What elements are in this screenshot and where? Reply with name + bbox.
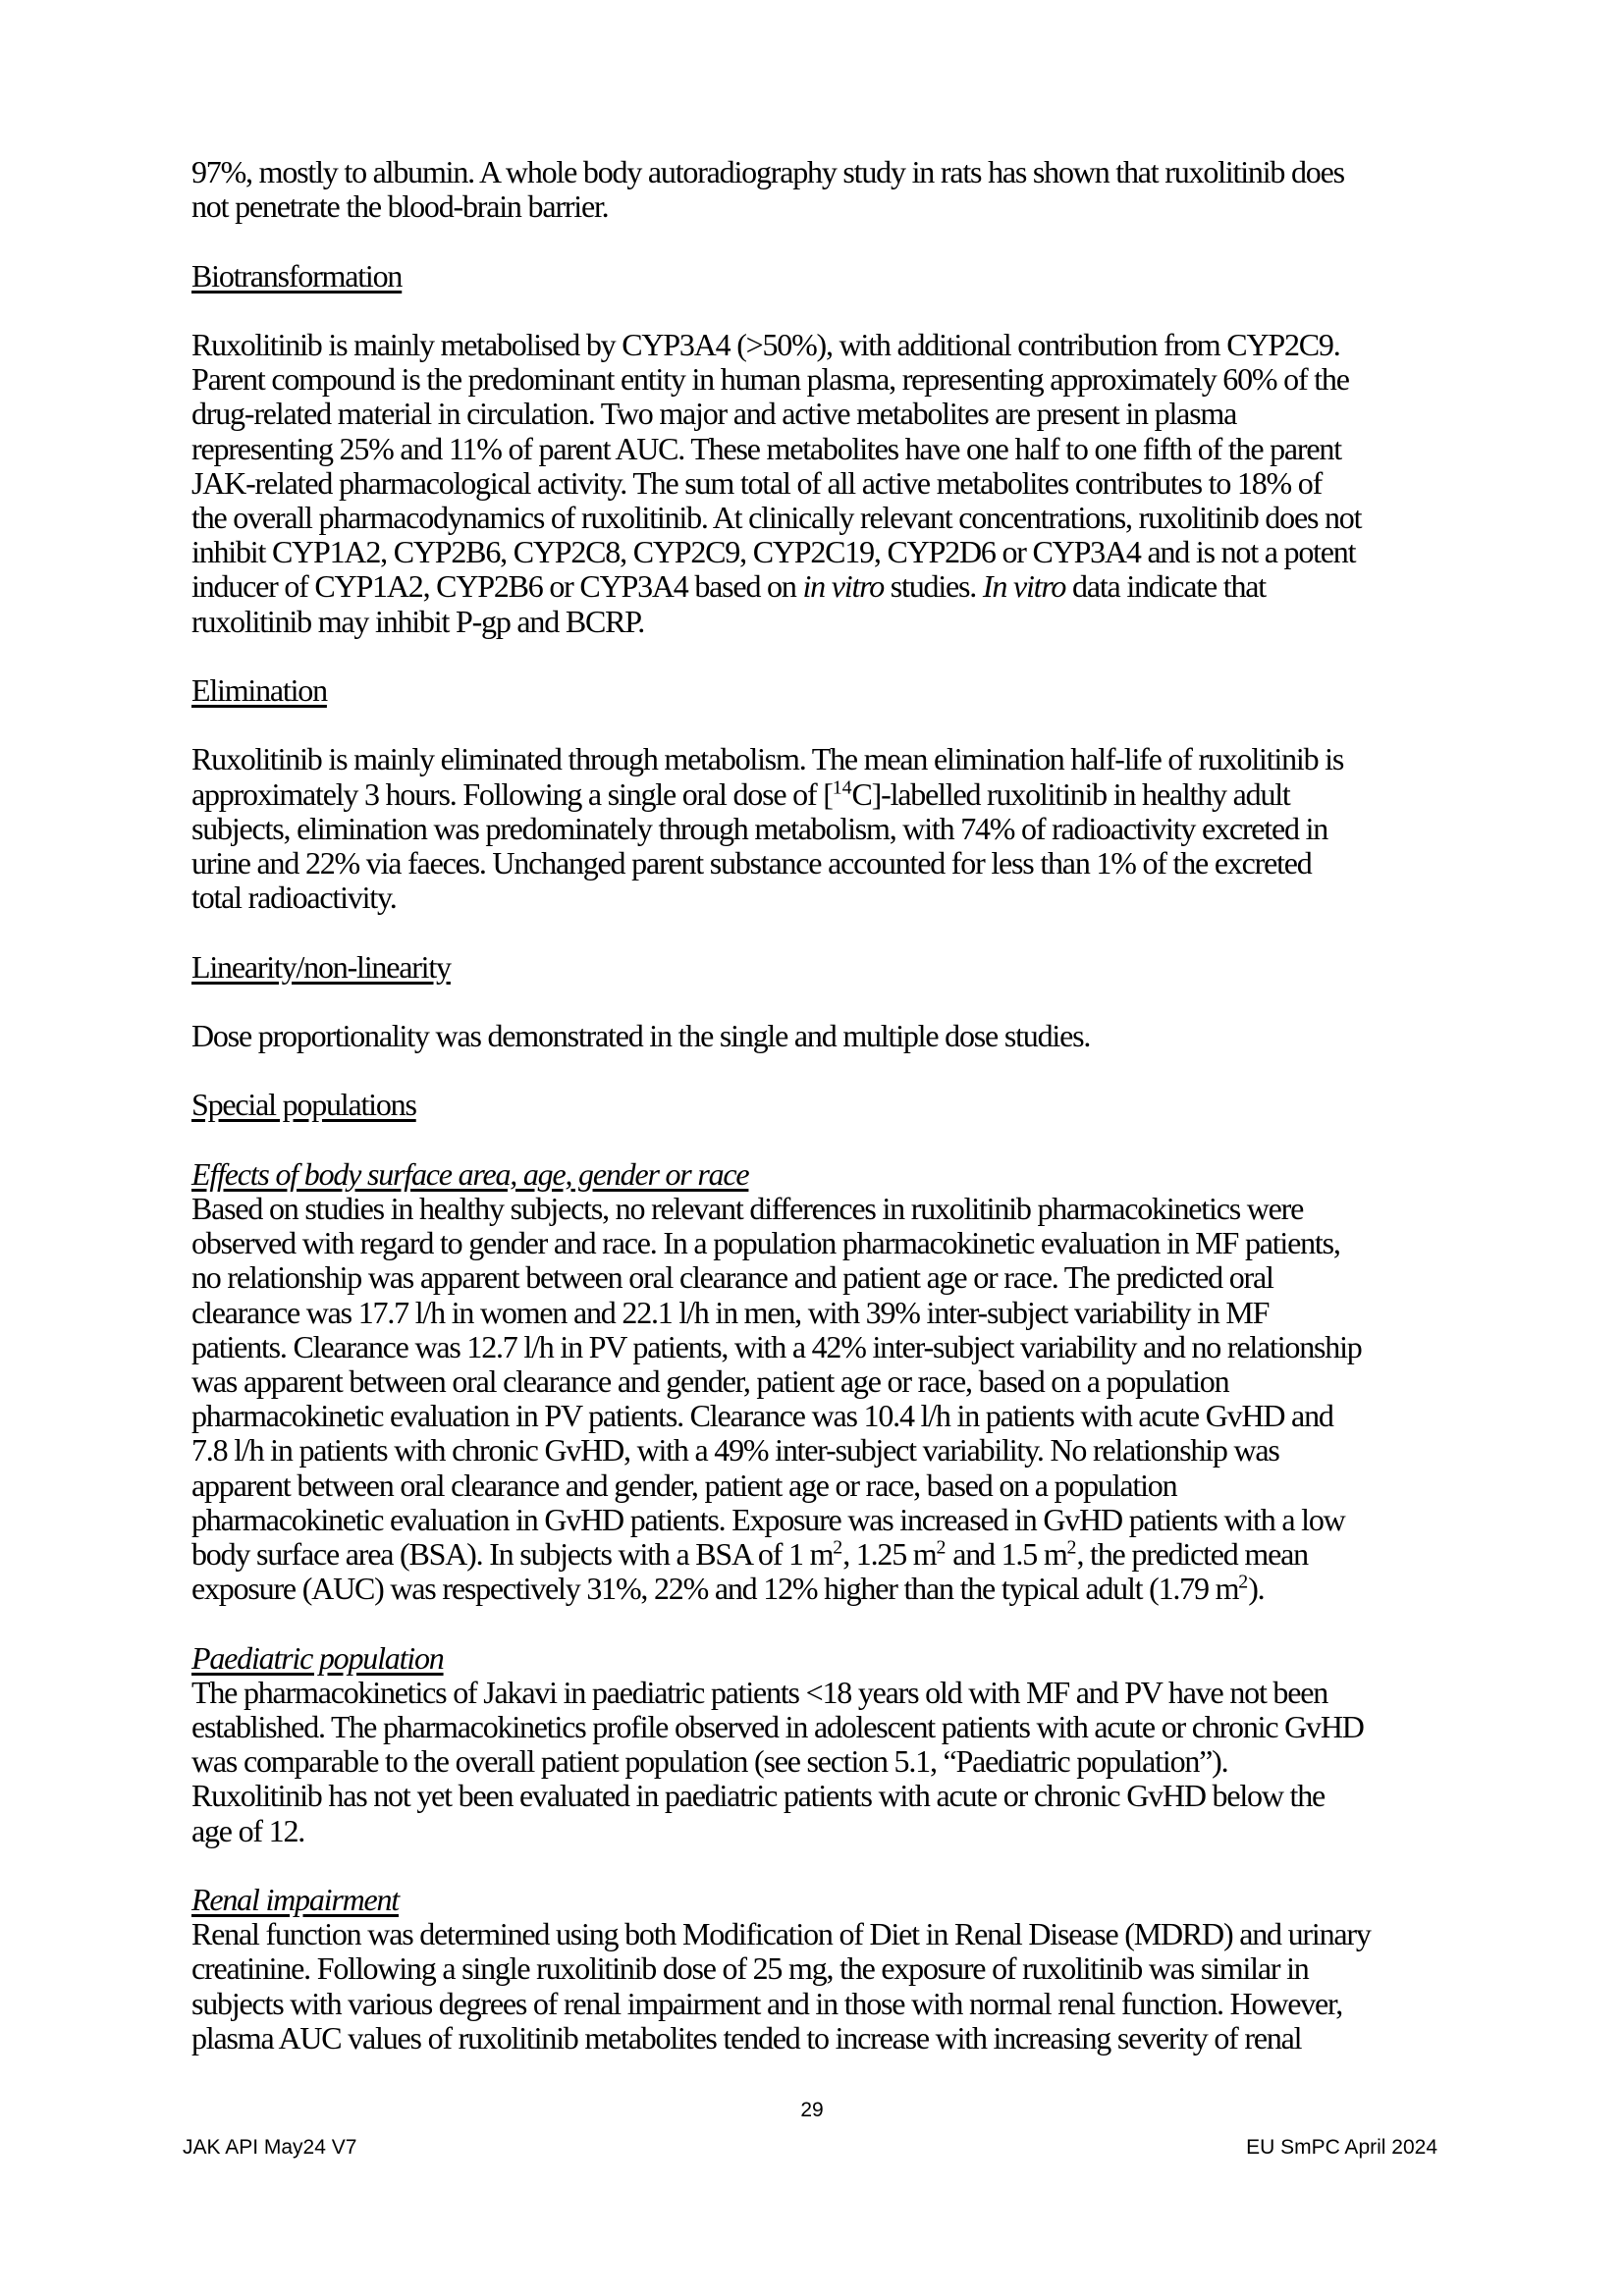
heading-biotransformation [191, 259, 1468, 294]
text-line: exposure (AUC) was respectively 31%, 22% and 12% higher than the typical adult (1.79 $m^2$). [191, 1571, 1265, 1607]
heading-text: Linearity/non-linearity [191, 948, 451, 985]
renal-impairment-paragraph [191, 1917, 1468, 2056]
text-line: urine and 22% via faeces. Unchanged parent substance accounted for less than 1% of the excreted [191, 845, 1312, 881]
heading-text: Paediatric population [191, 1639, 444, 1676]
text-line: body surface area (BSA). In subjects with a BSA of 1 $m^2$, 1.25 $m^2$ and 1.5 $m^2$, the predicted mean [191, 1536, 1308, 1572]
text-line: 7.8 l/h in patients with chronic GvHD, with a 49% inter-subject variability. No relationship was [191, 1432, 1279, 1468]
intro-continuation-paragraph [191, 155, 1468, 224]
text-line: Based on studies in healthy subjects, no relevant differences in ruxolitinib pharmacokinetics were [191, 1190, 1304, 1226]
text-line: no relationship was apparent between oral clearance and patient age or race. The predicted oral [191, 1259, 1273, 1296]
subheading-paediatric-population [191, 1641, 1468, 1676]
text-line: total radioactivity. [191, 880, 397, 916]
footer-document-label: EU SmPC April 2024 [1246, 2136, 1437, 2159]
text-line: pharmacokinetic evaluation in PV patients. Clearance was 10.4 l/h in patients with acute GvHD and [191, 1398, 1333, 1434]
heading-text: Special populations [191, 1087, 416, 1123]
text-line: the overall pharmacodynamics of ruxolitinib. At clinically relevant concentrations, ruxolitinib does not [191, 500, 1362, 535]
effects-bsa-paragraph [191, 1192, 1468, 1606]
text-line: observed with regard to gender and race. In a population pharmacokinetic evaluation in MF patients, [191, 1225, 1340, 1261]
elimination-paragraph [191, 742, 1468, 915]
text-line: apparent between oral clearance and gender, patient age or race, based on a population [191, 1467, 1177, 1503]
heading-text: Renal impairment [191, 1882, 399, 1917]
text-line: plasma AUC values of ruxolitinib metabolites tended to increase with increasing severity of renal [191, 2019, 1302, 2056]
text-line: drug-related material in circulation. Two major and active metabolites are present in plasma [191, 396, 1237, 432]
document-content [191, 155, 1468, 2056]
text-line: established. The pharmacokinetics profile observed in adolescent patients with acute or chronic GvHD [191, 1709, 1364, 1744]
page-number: 29 [800, 2099, 824, 2121]
text-line: Ruxolitinib is mainly metabolised by CYP3A4 (>50%), with additional contribution from CYP2C9. [191, 326, 1340, 362]
text-line: creatinine. Following a single ruxolitinib dose of 25 mg, the exposure of ruxolitinib was similar in [191, 1950, 1309, 1987]
text-line: Dose proportionality was demonstrated in the single and multiple dose studies. [191, 1017, 1091, 1053]
text-line: JAK-related pharmacological activity. The sum total of all active metabolites contributes to 18% of [191, 464, 1323, 501]
text-line: The pharmacokinetics of Jakavi in paediatric patients <18 years old with MF and PV have not been [191, 1674, 1328, 1710]
biotransformation-paragraph [191, 328, 1468, 639]
heading-special-populations [191, 1088, 1468, 1122]
text-line: not penetrate the blood-brain barrier. [191, 188, 609, 225]
text-line: pharmacokinetic evaluation in GvHD patients. Exposure was increased in GvHD patients with a low [191, 1501, 1345, 1537]
text-line: ruxolitinib may inhibit P-gp and BCRP. [191, 603, 645, 639]
text-line: representing 25% and 11% of parent AUC. These metabolites have one half to one fifth of the parent [191, 430, 1341, 466]
heading-linearity-non-linearity [191, 950, 1468, 985]
text-line: Ruxolitinib is mainly eliminated through metabolism. The mean elimination half-life of ruxolitinib is [191, 741, 1344, 777]
text-line: was apparent between oral clearance and gender, patient age or race, based on a population [191, 1362, 1229, 1399]
text-line: clearance was 17.7 l/h in women and 22.1 l/h in men, with 39% inter-subject variability in MF [191, 1294, 1270, 1330]
heading-text: Elimination [191, 672, 327, 708]
subheading-renal-impairment [191, 1883, 1468, 1917]
footer-document-version: JAK API May24 V7 [183, 2136, 357, 2159]
text-line: Parent compound is the predominant entity in human plasma, representing approximately 60% of the [191, 361, 1349, 398]
heading-text: Biotransformation [191, 257, 403, 294]
subheading-effects-of-body-surface-area-age-gender-or-race [191, 1157, 1468, 1192]
linearity-paragraph [191, 1019, 1468, 1053]
paediatric-population-paragraph [191, 1676, 1468, 1848]
heading-elimination [191, 673, 1468, 708]
text-line: approximately 3 hours. Following a single oral dose of [$^{14}$C]-labelled ruxolitinib in healthy adult [191, 775, 1290, 812]
text-line: Renal function was determined using both Modification of Diet in Renal Disease (MDRD) and urinary [191, 1916, 1371, 1952]
text-line: Ruxolitinib has not yet been evaluated in paediatric patients with acute or chronic GvHD below the [191, 1778, 1326, 1814]
text-line: age of 12. [191, 1812, 305, 1848]
text-line: inhibit CYP1A2, CYP2B6, CYP2C8, CYP2C9, CYP2C19, CYP2D6 or CYP3A4 and is not a potent [191, 534, 1356, 570]
text-line: 97%, mostly to albumin. A whole body autoradiography study in rats has shown that ruxolitinib does [191, 154, 1344, 189]
heading-text: Effects of body surface area, age, gender or race [191, 1155, 749, 1192]
text-line: subjects with various degrees of renal impairment and in those with normal renal function. However, [191, 1985, 1342, 2021]
text-line: patients. Clearance was 12.7 l/h in PV patients, with a 42% inter-subject variability and no relationship [191, 1328, 1362, 1364]
text-line: was comparable to the overall patient population (see section 5.1, “Paediatric population”). [191, 1743, 1228, 1780]
text-line: inducer of CYP1A2, CYP2B6 or CYP3A4 based on in vitro studies. In vitro data indicate that [191, 568, 1266, 605]
text-line: subjects, elimination was predominately through metabolism, with 74% of radioactivity excreted in [191, 810, 1328, 846]
